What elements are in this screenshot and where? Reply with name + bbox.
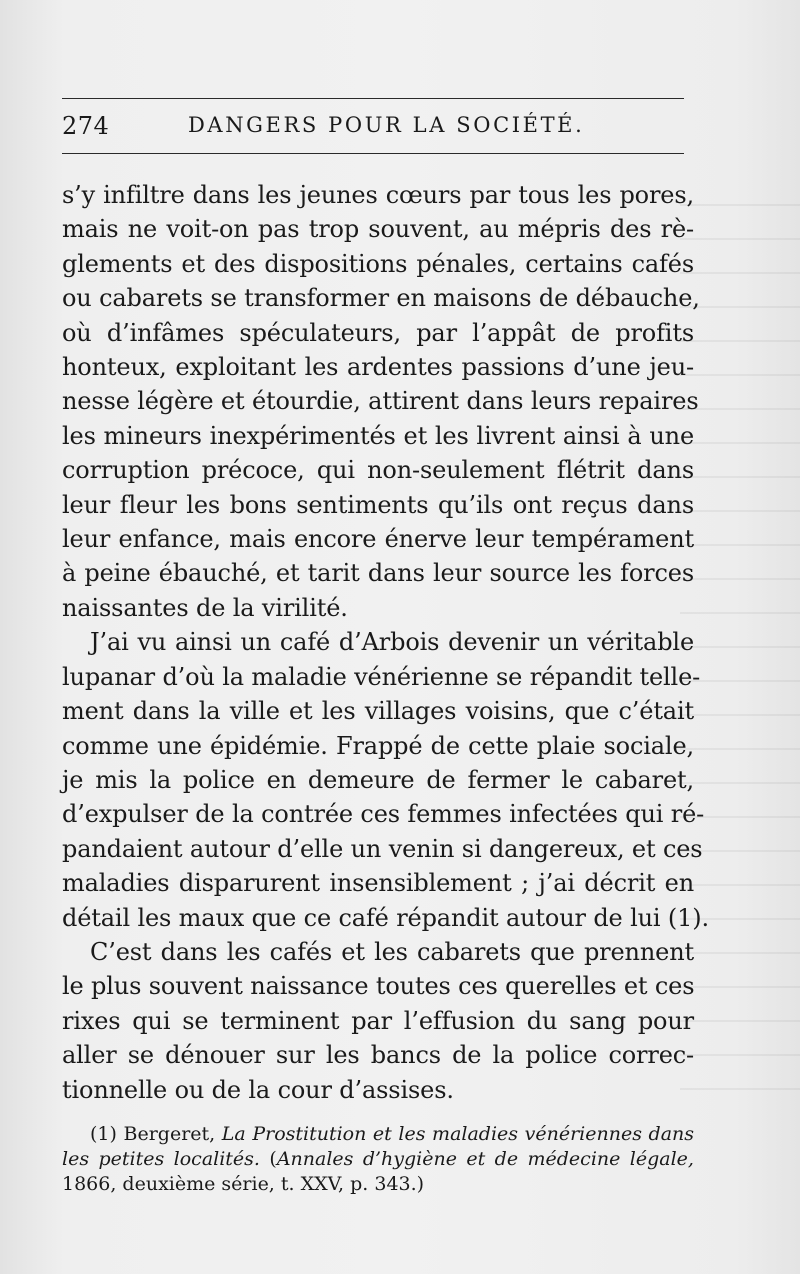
text-line: comme une épidémie. Frappé de cette plaie sociale, <box>62 731 694 760</box>
text-line: corruption précoce, qui non-seulement flétrit dans <box>62 456 694 485</box>
footnote-title: La Prostitution et les maladies vénériennes dans <box>221 1123 695 1145</box>
text-line: le plus souvent naissance toutes ces querelles et ces <box>62 972 695 1001</box>
text-line: ment dans la ville et les villages voisins, que c’était <box>62 697 694 726</box>
bleed-through-texture <box>680 180 800 1120</box>
text-line: J’ai vu ainsi un café d’Arbois devenir un véritable <box>90 628 694 657</box>
text-line: leur fleur les bons sentiments qu’ils ont reçus dans <box>62 490 694 519</box>
paragraph-1 <box>62 178 700 625</box>
text-line: détail les maux que ce café répandit autour de lui (1). <box>62 903 709 932</box>
footnote-marker: (1) Bergeret, <box>90 1123 216 1145</box>
text-line: leur enfance, mais encore énerve leur tempérament <box>62 525 694 554</box>
text-line: ou cabarets se transformer en maisons de débauche, <box>62 284 700 313</box>
footnote-line <box>62 1147 694 1172</box>
text-line: s’y infiltre dans les jeunes cœurs par tous les pores, <box>62 181 694 209</box>
header-bottom-rule <box>62 153 684 154</box>
footnote-title-cont: les petites localités. <box>62 1148 260 1170</box>
text-line: C’est dans les cafés et les cabarets que prennent <box>90 937 694 966</box>
body-text <box>62 178 709 1107</box>
text-line: honteux, exploitant les ardentes passions d’une jeu- <box>62 353 694 382</box>
paragraph-2 <box>62 625 709 935</box>
page-number: 274 <box>62 112 110 140</box>
text-line: à peine ébauché, et tarit dans leur source les forces <box>62 559 694 588</box>
text-line: maladies disparurent insensiblement ; j’ai décrit en <box>62 869 694 898</box>
text-line: lupanar d’où la maladie vénérienne se répandit telle- <box>62 662 701 691</box>
text-line: où d’infâmes spéculateurs, par l’appât de profits <box>62 318 694 347</box>
text-line: je mis la police en demeure de fermer le cabaret, <box>62 765 694 794</box>
running-head <box>62 110 684 144</box>
running-title: DANGERS POUR LA SOCIÉTÉ. <box>188 113 585 137</box>
footnote-paren: ( <box>269 1148 277 1170</box>
footnote-journal: Annales d’hygiène et de médecine légale, <box>276 1148 694 1170</box>
text-line: tionnelle ou de la cour d’assises. <box>62 1075 454 1104</box>
paragraph-3 <box>62 935 694 1107</box>
footnote-line: 1866, deuxième série, t. XXV, p. 343.) <box>62 1173 425 1195</box>
text-line: aller se dénouer sur les bancs de la police correc- <box>62 1041 694 1070</box>
footnote <box>62 1122 694 1197</box>
text-line: nesse légère et étourdie, attirent dans leurs repaires <box>62 387 699 416</box>
text-line: naissantes de la virilité. <box>62 593 348 622</box>
text-line: mais ne voit-on pas trop souvent, au mépris des rè- <box>62 215 694 244</box>
text-line: d’expulser de la contrée ces femmes infectées qui ré- <box>62 800 705 829</box>
text-line: pandaient autour d’elle un venin si dangereux, et ces <box>62 834 703 863</box>
text-line: glements et des dispositions pénales, certains cafés <box>62 249 694 278</box>
footnote-line <box>62 1122 694 1147</box>
text-line: rixes qui se terminent par l’effusion du sang pour <box>62 1006 694 1035</box>
text-line: les mineurs inexpérimentés et les livrent ainsi à une <box>62 421 694 450</box>
header-top-rule <box>62 98 684 99</box>
